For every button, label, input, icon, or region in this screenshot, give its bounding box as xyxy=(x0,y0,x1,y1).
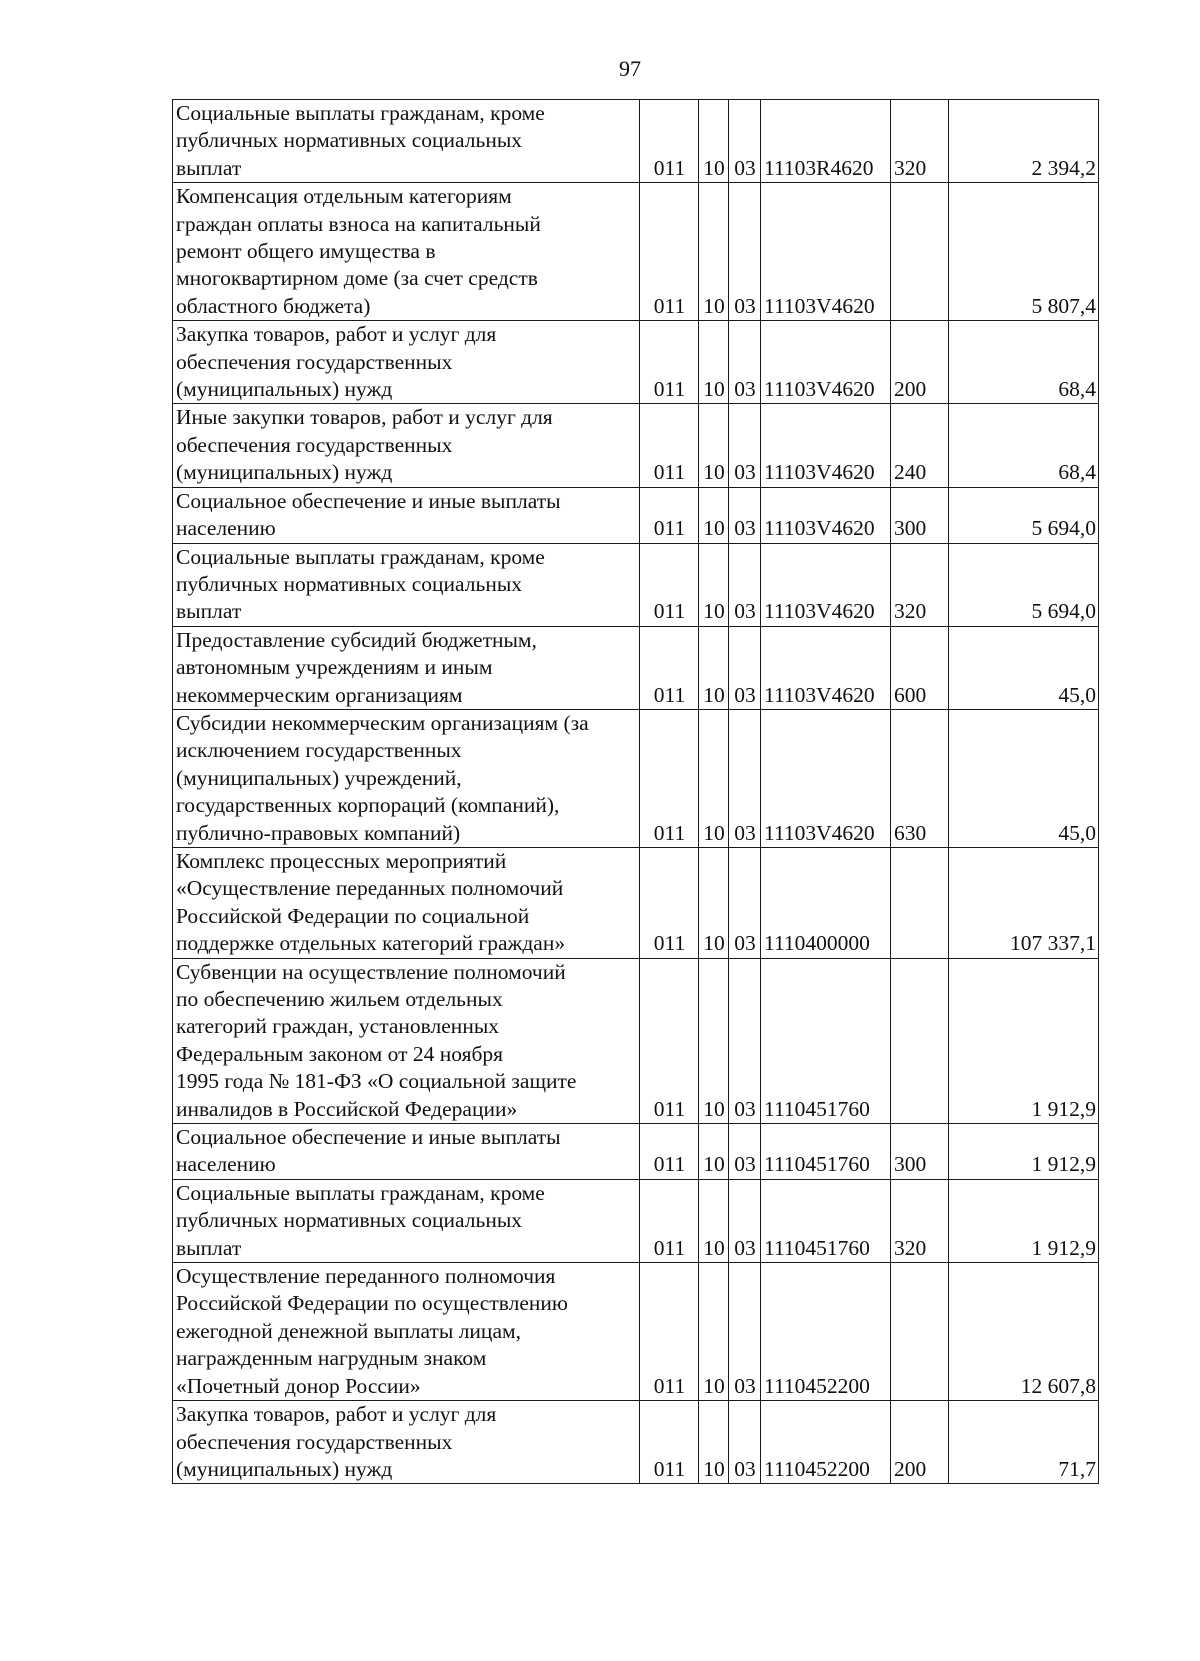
target-article-cell: 11103V4620 xyxy=(761,487,891,543)
subsection-code-cell: 03 xyxy=(729,958,761,1123)
expense-type-cell xyxy=(891,1263,949,1401)
item-name-line: ремонт общего имущества в xyxy=(176,239,436,264)
item-name-line: поддержке отдельных категорий граждан» xyxy=(176,931,566,956)
section-code-cell: 10 xyxy=(699,543,729,626)
grbs-code-cell: 011 xyxy=(640,543,699,626)
section-code-cell: 10 xyxy=(699,404,729,487)
table-row xyxy=(173,958,1099,1123)
target-article-cell: 1110451760 xyxy=(761,958,891,1123)
item-name-cell xyxy=(173,1263,640,1401)
expense-type-cell: 200 xyxy=(891,1401,949,1484)
table-row xyxy=(173,100,1099,183)
item-name-line: населению xyxy=(176,1152,276,1177)
item-name-line: ежегодной денежной выплаты лицам, xyxy=(176,1318,521,1343)
target-article-cell: 1110451760 xyxy=(761,1179,891,1262)
target-article-cell: 11103V4620 xyxy=(761,626,891,709)
item-name-cell xyxy=(173,321,640,404)
item-name-line: Субсидии некоммерческим организациям (за xyxy=(176,710,589,735)
item-name-cell xyxy=(173,1124,640,1180)
item-name-line: публичных нормативных социальных xyxy=(176,1208,523,1233)
page-number: 97 xyxy=(619,56,641,81)
amount-cell: 1 912,9 xyxy=(949,958,1099,1123)
grbs-code-cell: 011 xyxy=(640,1124,699,1180)
item-name-line: государственных корпораций (компаний), xyxy=(176,793,560,818)
target-article-cell: 11103V4620 xyxy=(761,404,891,487)
section-code-cell: 10 xyxy=(699,1179,729,1262)
subsection-code-cell: 03 xyxy=(729,404,761,487)
item-name-line: Компенсация отдельным категориям xyxy=(176,184,512,209)
section-code-cell: 10 xyxy=(699,321,729,404)
item-name-line: инвалидов в Российской Федерации» xyxy=(176,1096,518,1121)
subsection-code-cell: 03 xyxy=(729,1401,761,1484)
expense-type-cell: 320 xyxy=(891,1179,949,1262)
expense-type-cell: 320 xyxy=(891,100,949,183)
grbs-code-cell: 011 xyxy=(640,321,699,404)
section-code-cell: 10 xyxy=(699,958,729,1123)
table-row xyxy=(173,183,1099,321)
budget-table xyxy=(172,99,1099,1484)
subsection-code-cell: 03 xyxy=(729,1124,761,1180)
item-name-line: областного бюджета) xyxy=(176,293,371,318)
grbs-code-cell: 011 xyxy=(640,183,699,321)
item-name-line: публичных нормативных социальных xyxy=(176,571,523,596)
section-code-cell: 10 xyxy=(699,1401,729,1484)
grbs-code-cell: 011 xyxy=(640,847,699,958)
section-code-cell: 10 xyxy=(699,626,729,709)
amount-cell: 45,0 xyxy=(949,626,1099,709)
item-name-cell xyxy=(173,100,640,183)
subsection-code-cell: 03 xyxy=(729,1179,761,1262)
target-article-cell: 1110452200 xyxy=(761,1263,891,1401)
table-row xyxy=(173,321,1099,404)
expense-type-cell xyxy=(891,847,949,958)
grbs-code-cell: 011 xyxy=(640,958,699,1123)
expense-type-cell: 300 xyxy=(891,487,949,543)
grbs-code-cell: 011 xyxy=(640,100,699,183)
section-code-cell: 10 xyxy=(699,1124,729,1180)
amount-cell: 5 807,4 xyxy=(949,183,1099,321)
item-name-line: Российской Федерации по осуществлению xyxy=(176,1291,568,1316)
item-name-line: (муниципальных) нужд xyxy=(176,460,393,485)
target-article-cell: 11103V4620 xyxy=(761,709,891,847)
subsection-code-cell: 03 xyxy=(729,100,761,183)
table-row xyxy=(173,847,1099,958)
item-name-line: обеспечения государственных xyxy=(176,432,453,457)
expense-type-cell: 240 xyxy=(891,404,949,487)
item-name-line: исключением государственных xyxy=(176,738,462,763)
item-name-line: «Почетный донор России» xyxy=(176,1373,421,1398)
grbs-code-cell: 011 xyxy=(640,1401,699,1484)
amount-cell: 1 912,9 xyxy=(949,1179,1099,1262)
item-name-cell xyxy=(173,626,640,709)
target-article-cell: 11103R4620 xyxy=(761,100,891,183)
subsection-code-cell: 03 xyxy=(729,321,761,404)
item-name-line: награжденным нагрудным знаком xyxy=(176,1346,487,1371)
subsection-code-cell: 03 xyxy=(729,709,761,847)
amount-cell: 2 394,2 xyxy=(949,100,1099,183)
amount-cell: 68,4 xyxy=(949,404,1099,487)
amount-cell: 5 694,0 xyxy=(949,543,1099,626)
amount-cell: 68,4 xyxy=(949,321,1099,404)
table-row xyxy=(173,404,1099,487)
item-name-line: многоквартирном доме (за счет средств xyxy=(176,266,538,291)
item-name-line: Закупка товаров, работ и услуг для xyxy=(176,1402,497,1427)
target-article-cell: 11103V4620 xyxy=(761,543,891,626)
item-name-line: Социальное обеспечение и иные выплаты xyxy=(176,1125,561,1150)
section-code-cell: 10 xyxy=(699,1263,729,1401)
item-name-cell xyxy=(173,847,640,958)
section-code-cell: 10 xyxy=(699,487,729,543)
target-article-cell: 11103V4620 xyxy=(761,183,891,321)
amount-cell: 71,7 xyxy=(949,1401,1099,1484)
grbs-code-cell: 011 xyxy=(640,1263,699,1401)
expense-type-cell: 300 xyxy=(891,1124,949,1180)
amount-cell: 1 912,9 xyxy=(949,1124,1099,1180)
item-name-line: выплат xyxy=(176,1235,242,1260)
table-row xyxy=(173,487,1099,543)
item-name-cell xyxy=(173,1179,640,1262)
item-name-line: (муниципальных) нужд xyxy=(176,1456,393,1481)
item-name-line: Социальные выплаты гражданам, кроме xyxy=(176,544,545,569)
subsection-code-cell: 03 xyxy=(729,847,761,958)
grbs-code-cell: 011 xyxy=(640,404,699,487)
table-row xyxy=(173,626,1099,709)
amount-cell: 107 337,1 xyxy=(949,847,1099,958)
amount-cell: 45,0 xyxy=(949,709,1099,847)
expense-type-cell: 630 xyxy=(891,709,949,847)
table-row xyxy=(173,1124,1099,1180)
item-name-line: Комплекс процессных мероприятий xyxy=(176,848,507,873)
table-row xyxy=(173,1179,1099,1262)
item-name-line: Социальные выплаты гражданам, кроме xyxy=(176,101,545,125)
item-name-line: категорий граждан, установленных xyxy=(176,1014,500,1039)
item-name-line: публично-правовых компаний) xyxy=(176,820,461,845)
grbs-code-cell: 011 xyxy=(640,1179,699,1262)
item-name-line: Иные закупки товаров, работ и услуг для xyxy=(176,405,553,430)
item-name-line: граждан оплаты взноса на капитальный xyxy=(176,211,541,236)
grbs-code-cell: 011 xyxy=(640,487,699,543)
item-name-line: обеспечения государственных xyxy=(176,349,453,374)
target-article-cell: 1110400000 xyxy=(761,847,891,958)
table-body xyxy=(173,100,1099,1484)
item-name-cell xyxy=(173,183,640,321)
table-row xyxy=(173,543,1099,626)
amount-cell: 12 607,8 xyxy=(949,1263,1099,1401)
table-row xyxy=(173,1401,1099,1484)
item-name-line: некоммерческим организациям xyxy=(176,682,463,707)
item-name-line: Субвенции на осуществление полномочий xyxy=(176,959,566,984)
expense-type-cell: 600 xyxy=(891,626,949,709)
item-name-line: Социальное обеспечение и иные выплаты xyxy=(176,488,561,513)
table-row xyxy=(173,1263,1099,1401)
section-code-cell: 10 xyxy=(699,847,729,958)
section-code-cell: 10 xyxy=(699,183,729,321)
target-article-cell: 11103V4620 xyxy=(761,321,891,404)
item-name-cell xyxy=(173,958,640,1123)
item-name-line: обеспечения государственных xyxy=(176,1429,453,1454)
item-name-line: по обеспечению жильем отдельных xyxy=(176,987,503,1011)
amount-cell: 5 694,0 xyxy=(949,487,1099,543)
item-name-line: Социальные выплаты гражданам, кроме xyxy=(176,1180,545,1205)
item-name-line: публичных нормативных социальных xyxy=(176,128,523,153)
grbs-code-cell: 011 xyxy=(640,626,699,709)
target-article-cell: 1110451760 xyxy=(761,1124,891,1180)
expense-type-cell xyxy=(891,183,949,321)
expense-type-cell xyxy=(891,958,949,1123)
item-name-line: Предоставление субсидий бюджетным, xyxy=(176,627,537,652)
item-name-cell xyxy=(173,404,640,487)
item-name-cell xyxy=(173,1401,640,1484)
subsection-code-cell: 03 xyxy=(729,543,761,626)
item-name-cell xyxy=(173,709,640,847)
subsection-code-cell: 03 xyxy=(729,487,761,543)
item-name-cell xyxy=(173,543,640,626)
item-name-line: 1995 года № 181-ФЗ «О социальной защите xyxy=(176,1069,577,1094)
target-article-cell: 1110452200 xyxy=(761,1401,891,1484)
subsection-code-cell: 03 xyxy=(729,626,761,709)
table-row xyxy=(173,709,1099,847)
section-code-cell: 10 xyxy=(699,100,729,183)
item-name-line: выплат xyxy=(176,599,242,624)
item-name-line: выплат xyxy=(176,155,242,180)
expense-type-cell: 320 xyxy=(891,543,949,626)
item-name-line: «Осуществление переданных полномочий xyxy=(176,876,564,901)
item-name-line: Федеральным законом от 24 ноября xyxy=(176,1041,504,1066)
item-name-line: автономным учреждениям и иным xyxy=(176,655,493,680)
section-code-cell: 10 xyxy=(699,709,729,847)
item-name-line: Российской Федерации по социальной xyxy=(176,903,530,928)
grbs-code-cell: 011 xyxy=(640,709,699,847)
item-name-line: (муниципальных) нужд xyxy=(176,377,393,402)
item-name-cell xyxy=(173,487,640,543)
item-name-line: населению xyxy=(176,516,276,541)
item-name-line: Осуществление переданного полномочия xyxy=(176,1264,556,1289)
item-name-line: Закупка товаров, работ и услуг для xyxy=(176,322,497,347)
subsection-code-cell: 03 xyxy=(729,183,761,321)
item-name-line: (муниципальных) учреждений, xyxy=(176,765,462,790)
expense-type-cell: 200 xyxy=(891,321,949,404)
subsection-code-cell: 03 xyxy=(729,1263,761,1401)
